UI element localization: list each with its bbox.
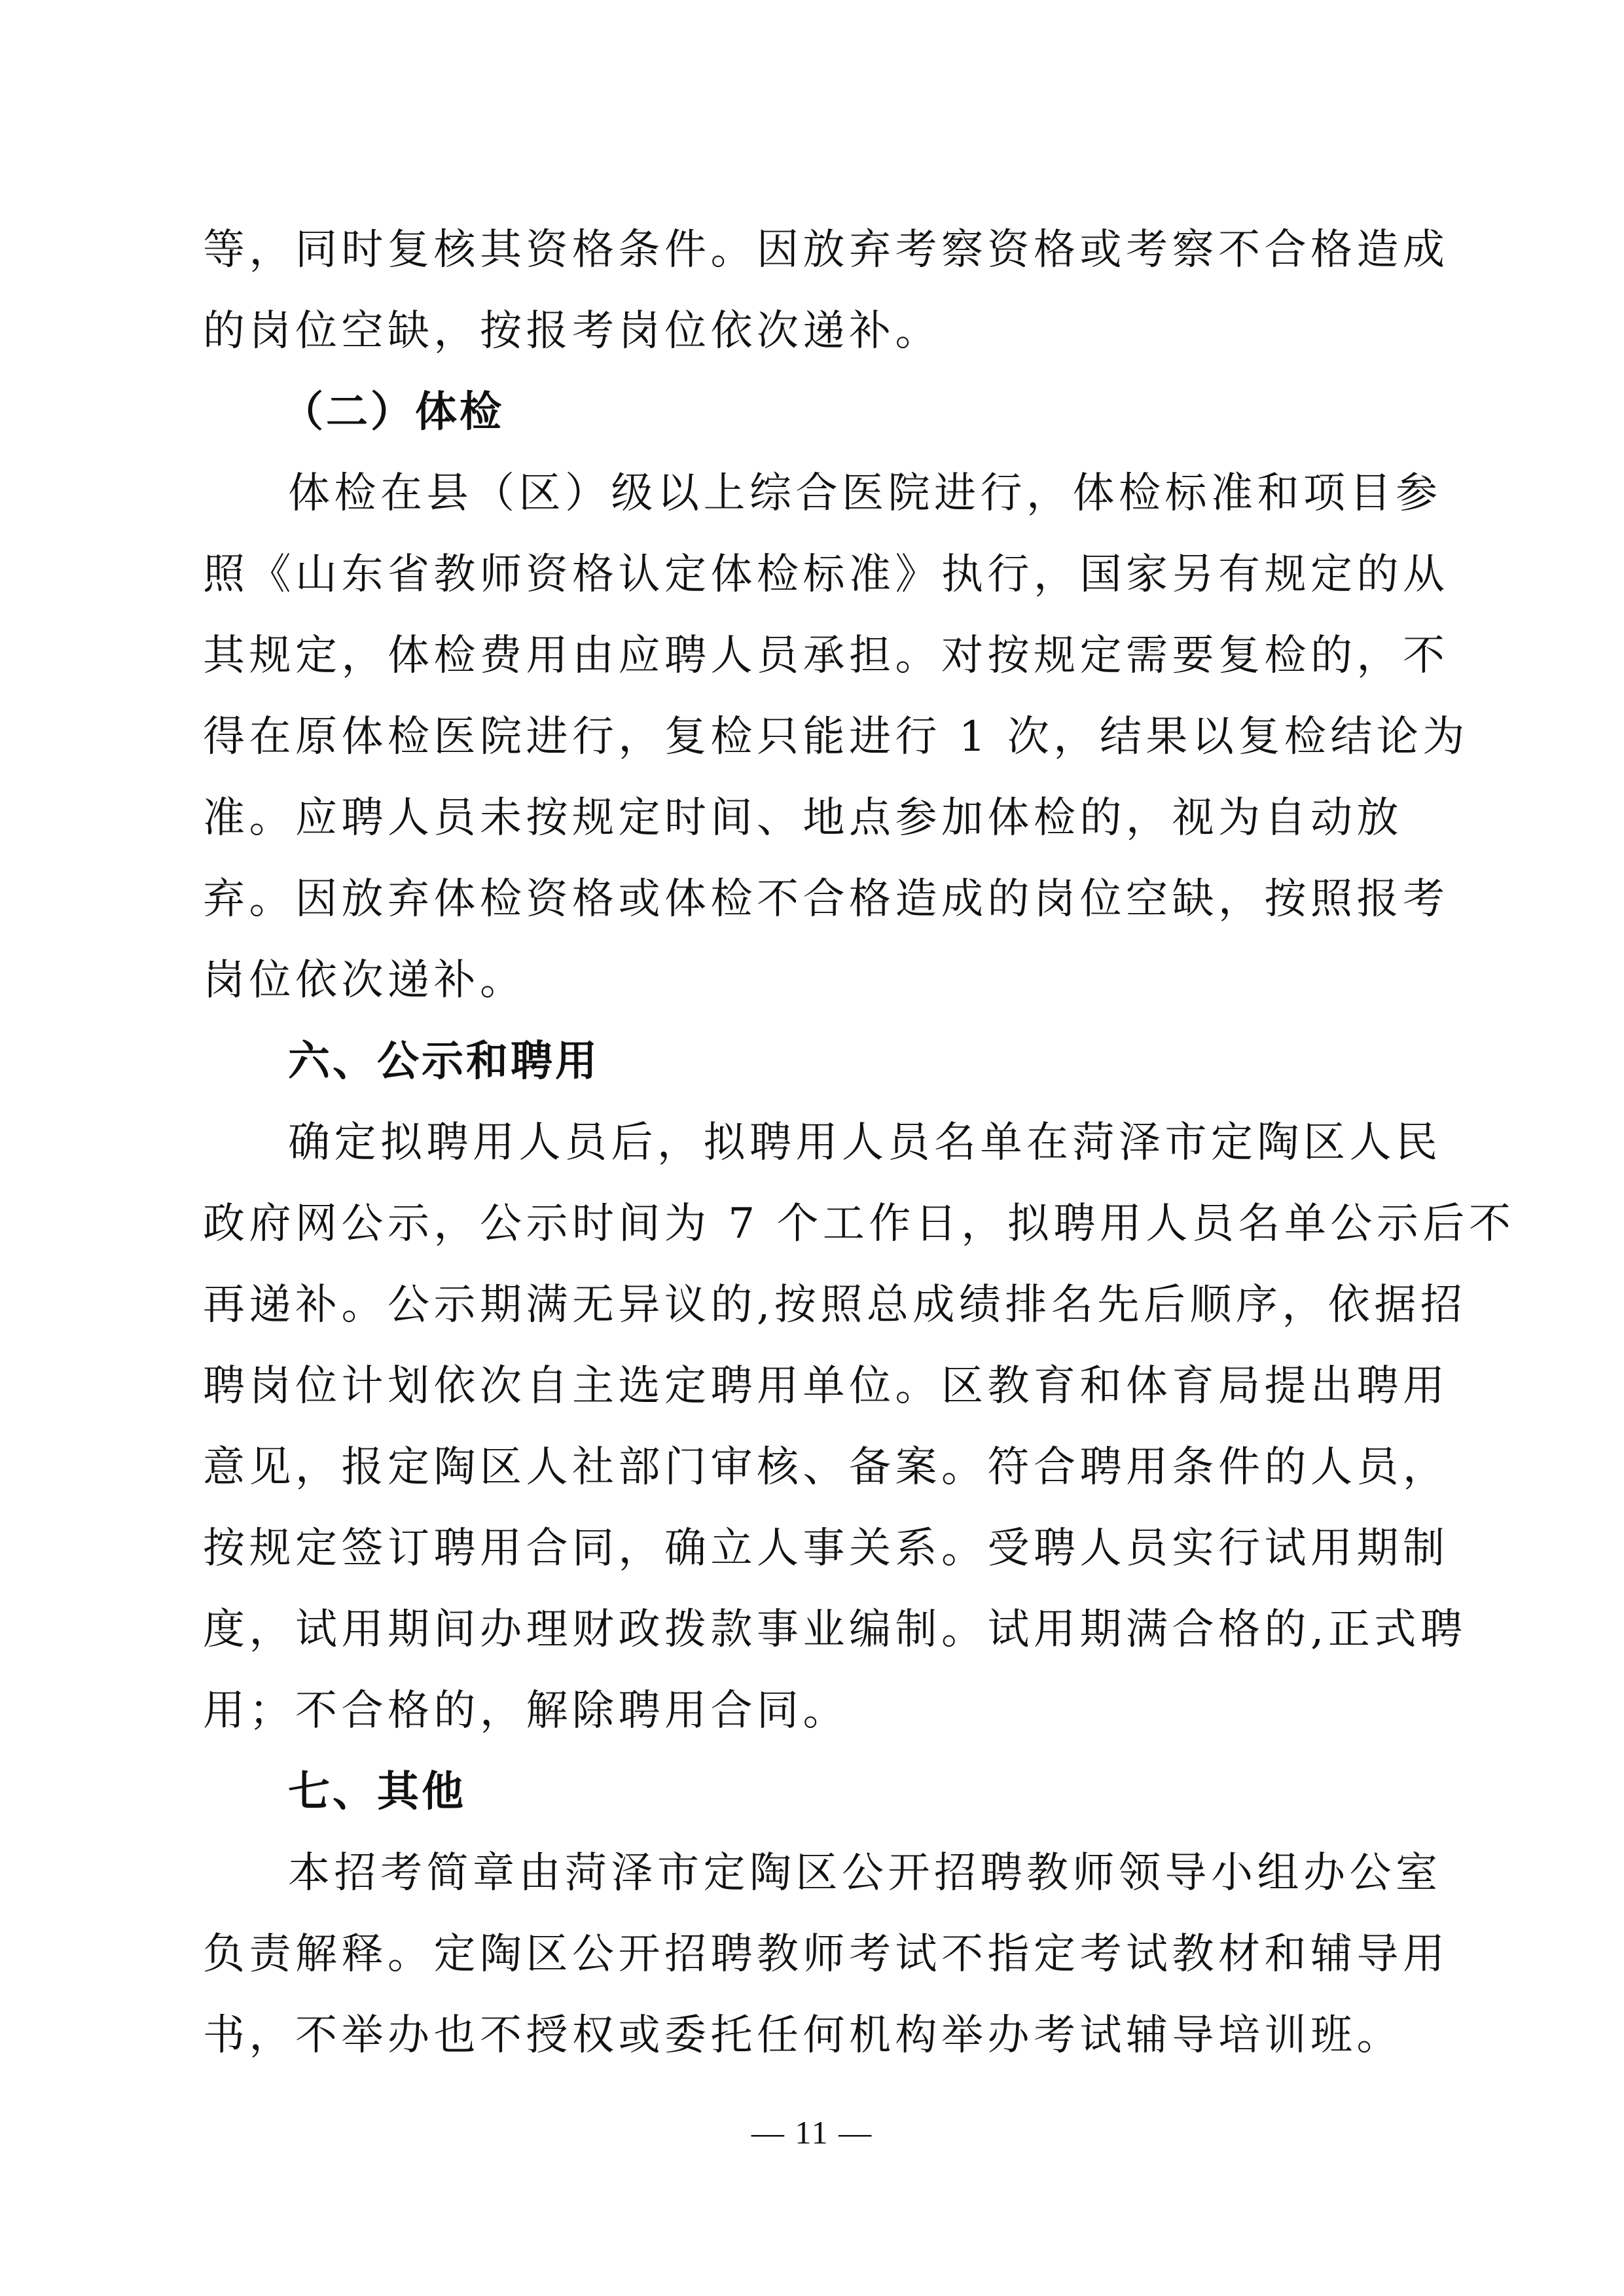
- paragraph-line: 按规定签订聘用合同，确立人事关系。受聘人员实行试用期制: [203, 1524, 1449, 1573]
- paragraph-line: 等，同时复核其资格条件。因放弃考察资格或考察不合格造成: [203, 226, 1449, 274]
- paragraph-line: 书，不举办也不授权或委托任何机构举办考试辅导培训班。: [203, 2011, 1403, 2060]
- document-body: [203, 209, 1515, 2076]
- paragraph-line: 度，试用期间办理财政拨款事业编制。试用期满合格的,正式聘: [203, 1605, 1467, 1654]
- page-number: — 11 —: [751, 2114, 873, 2151]
- paragraph-line: 政府网公示，公示时间为 7 个工作日，拟聘用人员名单公示后不: [203, 1200, 1515, 1248]
- paragraph-line: 本招考简章由菏泽市定陶区公开招聘教师领导小组办公室: [288, 1849, 1442, 1897]
- paragraph-line: 岗位依次递补。: [203, 956, 526, 1005]
- paragraph-line: 再递补。公示期满无异议的,按照总成绩排名先后顺序，依据招: [203, 1281, 1467, 1329]
- paragraph-line: 准。应聘人员未按规定时间、地点参加体检的，视为自动放: [203, 794, 1403, 842]
- paragraph-line: 照《山东省教师资格认定体检标准》执行，国家另有规定的从: [203, 550, 1449, 599]
- section-heading-other: 七、其他: [288, 1768, 466, 1816]
- paragraph-line: 负责解释。定陶区公开招聘教师考试不指定考试教材和辅导用: [203, 1930, 1449, 1979]
- paragraph-line: 的岗位空缺，按报考岗位依次递补。: [203, 307, 941, 355]
- paragraph-line: 弃。因放弃体检资格或体检不合格造成的岗位空缺，按照报考: [203, 875, 1449, 924]
- section-subheading-physical-exam: （二）体检: [281, 388, 504, 437]
- section-heading-publicity-employment: 六、公示和聘用: [288, 1037, 600, 1086]
- paragraph-line: 聘岗位计划依次自主选定聘用单位。区教育和体育局提出聘用: [203, 1362, 1449, 1410]
- paragraph-line: 其规定，体检费用由应聘人员承担。对按规定需要复检的，不: [203, 632, 1449, 680]
- paragraph-line: 用；不合格的，解除聘用合同。: [203, 1687, 849, 1735]
- paragraph-line: 意见，报定陶区人社部门审核、备案。符合聘用条件的人员，: [203, 1443, 1449, 1492]
- paragraph-line: 得在原体检医院进行，复检只能进行 1 次，结果以复检结论为: [203, 713, 1469, 761]
- paragraph-line: 体检在县（区）级以上综合医院进行，体检标准和项目参: [288, 469, 1442, 518]
- paragraph-line: 确定拟聘用人员后，拟聘用人员名单在菏泽市定陶区人民: [288, 1119, 1442, 1167]
